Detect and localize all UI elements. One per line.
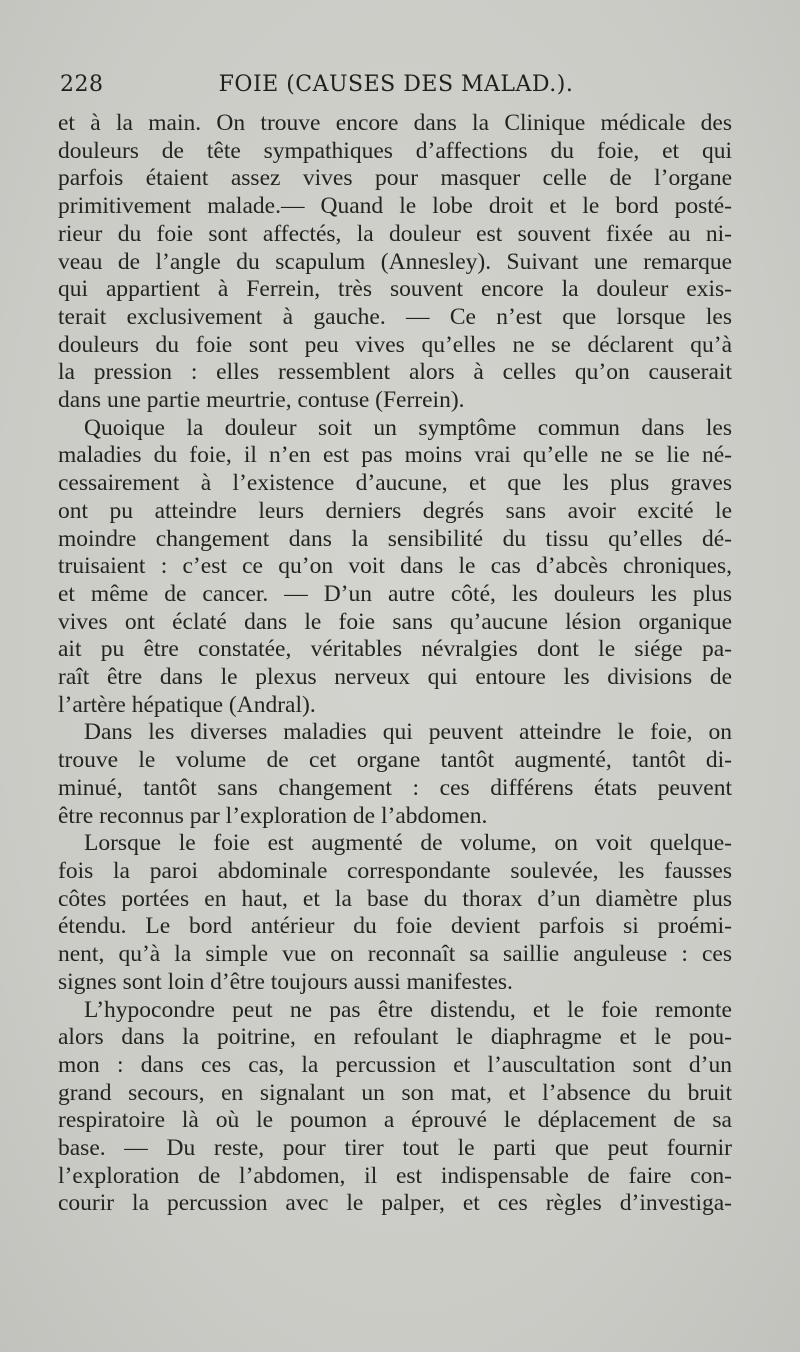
text-line: mon : dans ces cas, la percussion et l’auscultation sont d’un xyxy=(58,1051,732,1078)
text-line: l’exploration de l’abdomen, il est indispensable de faire con- xyxy=(58,1162,732,1189)
text-line: minué, tantôt sans changement : ces différens états peuvent xyxy=(58,774,732,801)
text-line: douleurs de tête sympathiques d’affections du foie, et qui xyxy=(58,137,732,164)
text-line: base. — Du reste, pour tirer tout le parti que peut fournir xyxy=(58,1135,732,1162)
text-line: truisaient : c’est ce qu’on voit dans le cas d’abcès chroniques, xyxy=(58,553,732,580)
text-line: grand secours, en signalant un son mat, et l’absence du bruit xyxy=(58,1079,732,1106)
text-line: et même de cancer. — D’un autre côté, les douleurs les plus xyxy=(58,580,732,607)
text-line: maladies du foie, il n’en est pas moins vrai qu’elle ne se lie né- xyxy=(58,442,732,469)
page-number: 228 xyxy=(60,72,104,97)
running-head: FOIE (CAUSES DES MALAD.). xyxy=(218,72,574,97)
text-line: alors dans la poitrine, en refoulant le diaphragme et le pou- xyxy=(58,1024,732,1051)
text-line: signes sont loin d’être toujours aussi manifestes. xyxy=(58,968,513,995)
text-line: douleurs du foie sont peu vives qu’elles ne se déclarent qu’à xyxy=(58,331,732,358)
text-line: fois la paroi abdominale correspondante soulevée, les fausses xyxy=(58,857,732,884)
text-line: être reconnus par l’exploration de l’abdomen. xyxy=(58,802,488,829)
text-line: moindre changement dans la sensibilité du tissu qu’elles dé- xyxy=(58,525,732,552)
text-line: étendu. Le bord antérieur du foie devient parfois si proémi- xyxy=(58,913,732,940)
text-line: terait exclusivement à gauche. — Ce n’est que lorsque les xyxy=(58,303,732,330)
text-line: côtes portées en haut, et la base du thorax d’un diamètre plus xyxy=(58,885,732,912)
text-line: trouve le volume de cet organe tantôt augmenté, tantôt di- xyxy=(58,747,732,774)
body-text xyxy=(58,110,732,1218)
text-line: dans une partie meurtrie, contuse (Ferrein). xyxy=(58,387,465,414)
page-header xyxy=(60,72,732,106)
text-line: ont pu atteindre leurs derniers degrés sans avoir excité le xyxy=(58,497,732,524)
text-line: et à la main. On trouve encore dans la Clinique médicale des xyxy=(58,110,732,136)
text-line: raît être dans le plexus nerveux qui entoure les divisions de xyxy=(58,664,732,691)
text-line: cessairement à l’existence d’aucune, et que les plus graves xyxy=(58,470,732,497)
text-line: la pression : elles ressemblent alors à celles qu’on causerait xyxy=(58,359,732,386)
text-line: Dans les diverses maladies qui peuvent atteindre le foie, on xyxy=(84,719,732,746)
text-line: rieur du foie sont affectés, la douleur est souvent fixée au ni- xyxy=(58,220,732,247)
text-line: ait pu être constatée, véritables névralgies dont le siége pa- xyxy=(58,636,732,663)
text-line: respiratoire là où le poumon a éprouvé le déplacement de sa xyxy=(58,1107,732,1134)
text-line: parfois étaient assez vives pour masquer celle de l’organe xyxy=(58,165,732,192)
text-line: l’artère hépatique (Andral). xyxy=(58,691,316,718)
text-line: qui appartient à Ferrein, très souvent encore la douleur exis- xyxy=(58,276,732,303)
text-line: L’hypocondre peut ne pas être distendu, et le foie remonte xyxy=(84,996,732,1023)
text-line: Lorsque le foie est augmenté de volume, on voit quelque- xyxy=(84,830,732,857)
text-line: nent, qu’à la simple vue on reconnaît sa saillie anguleuse : ces xyxy=(58,941,732,968)
text-line: vives ont éclaté dans le foie sans qu’aucune lésion organique xyxy=(58,608,732,635)
text-line: primitivement malade.— Quand le lobe droit et le bord posté- xyxy=(58,193,732,220)
text-line: courir la percussion avec le palper, et ces règles d’investiga- xyxy=(58,1190,732,1217)
text-line: Quoique la douleur soit un symptôme commun dans les xyxy=(84,414,732,441)
text-line: veau de l’angle du scapulum (Annesley). Suivant une remarque xyxy=(58,248,732,275)
